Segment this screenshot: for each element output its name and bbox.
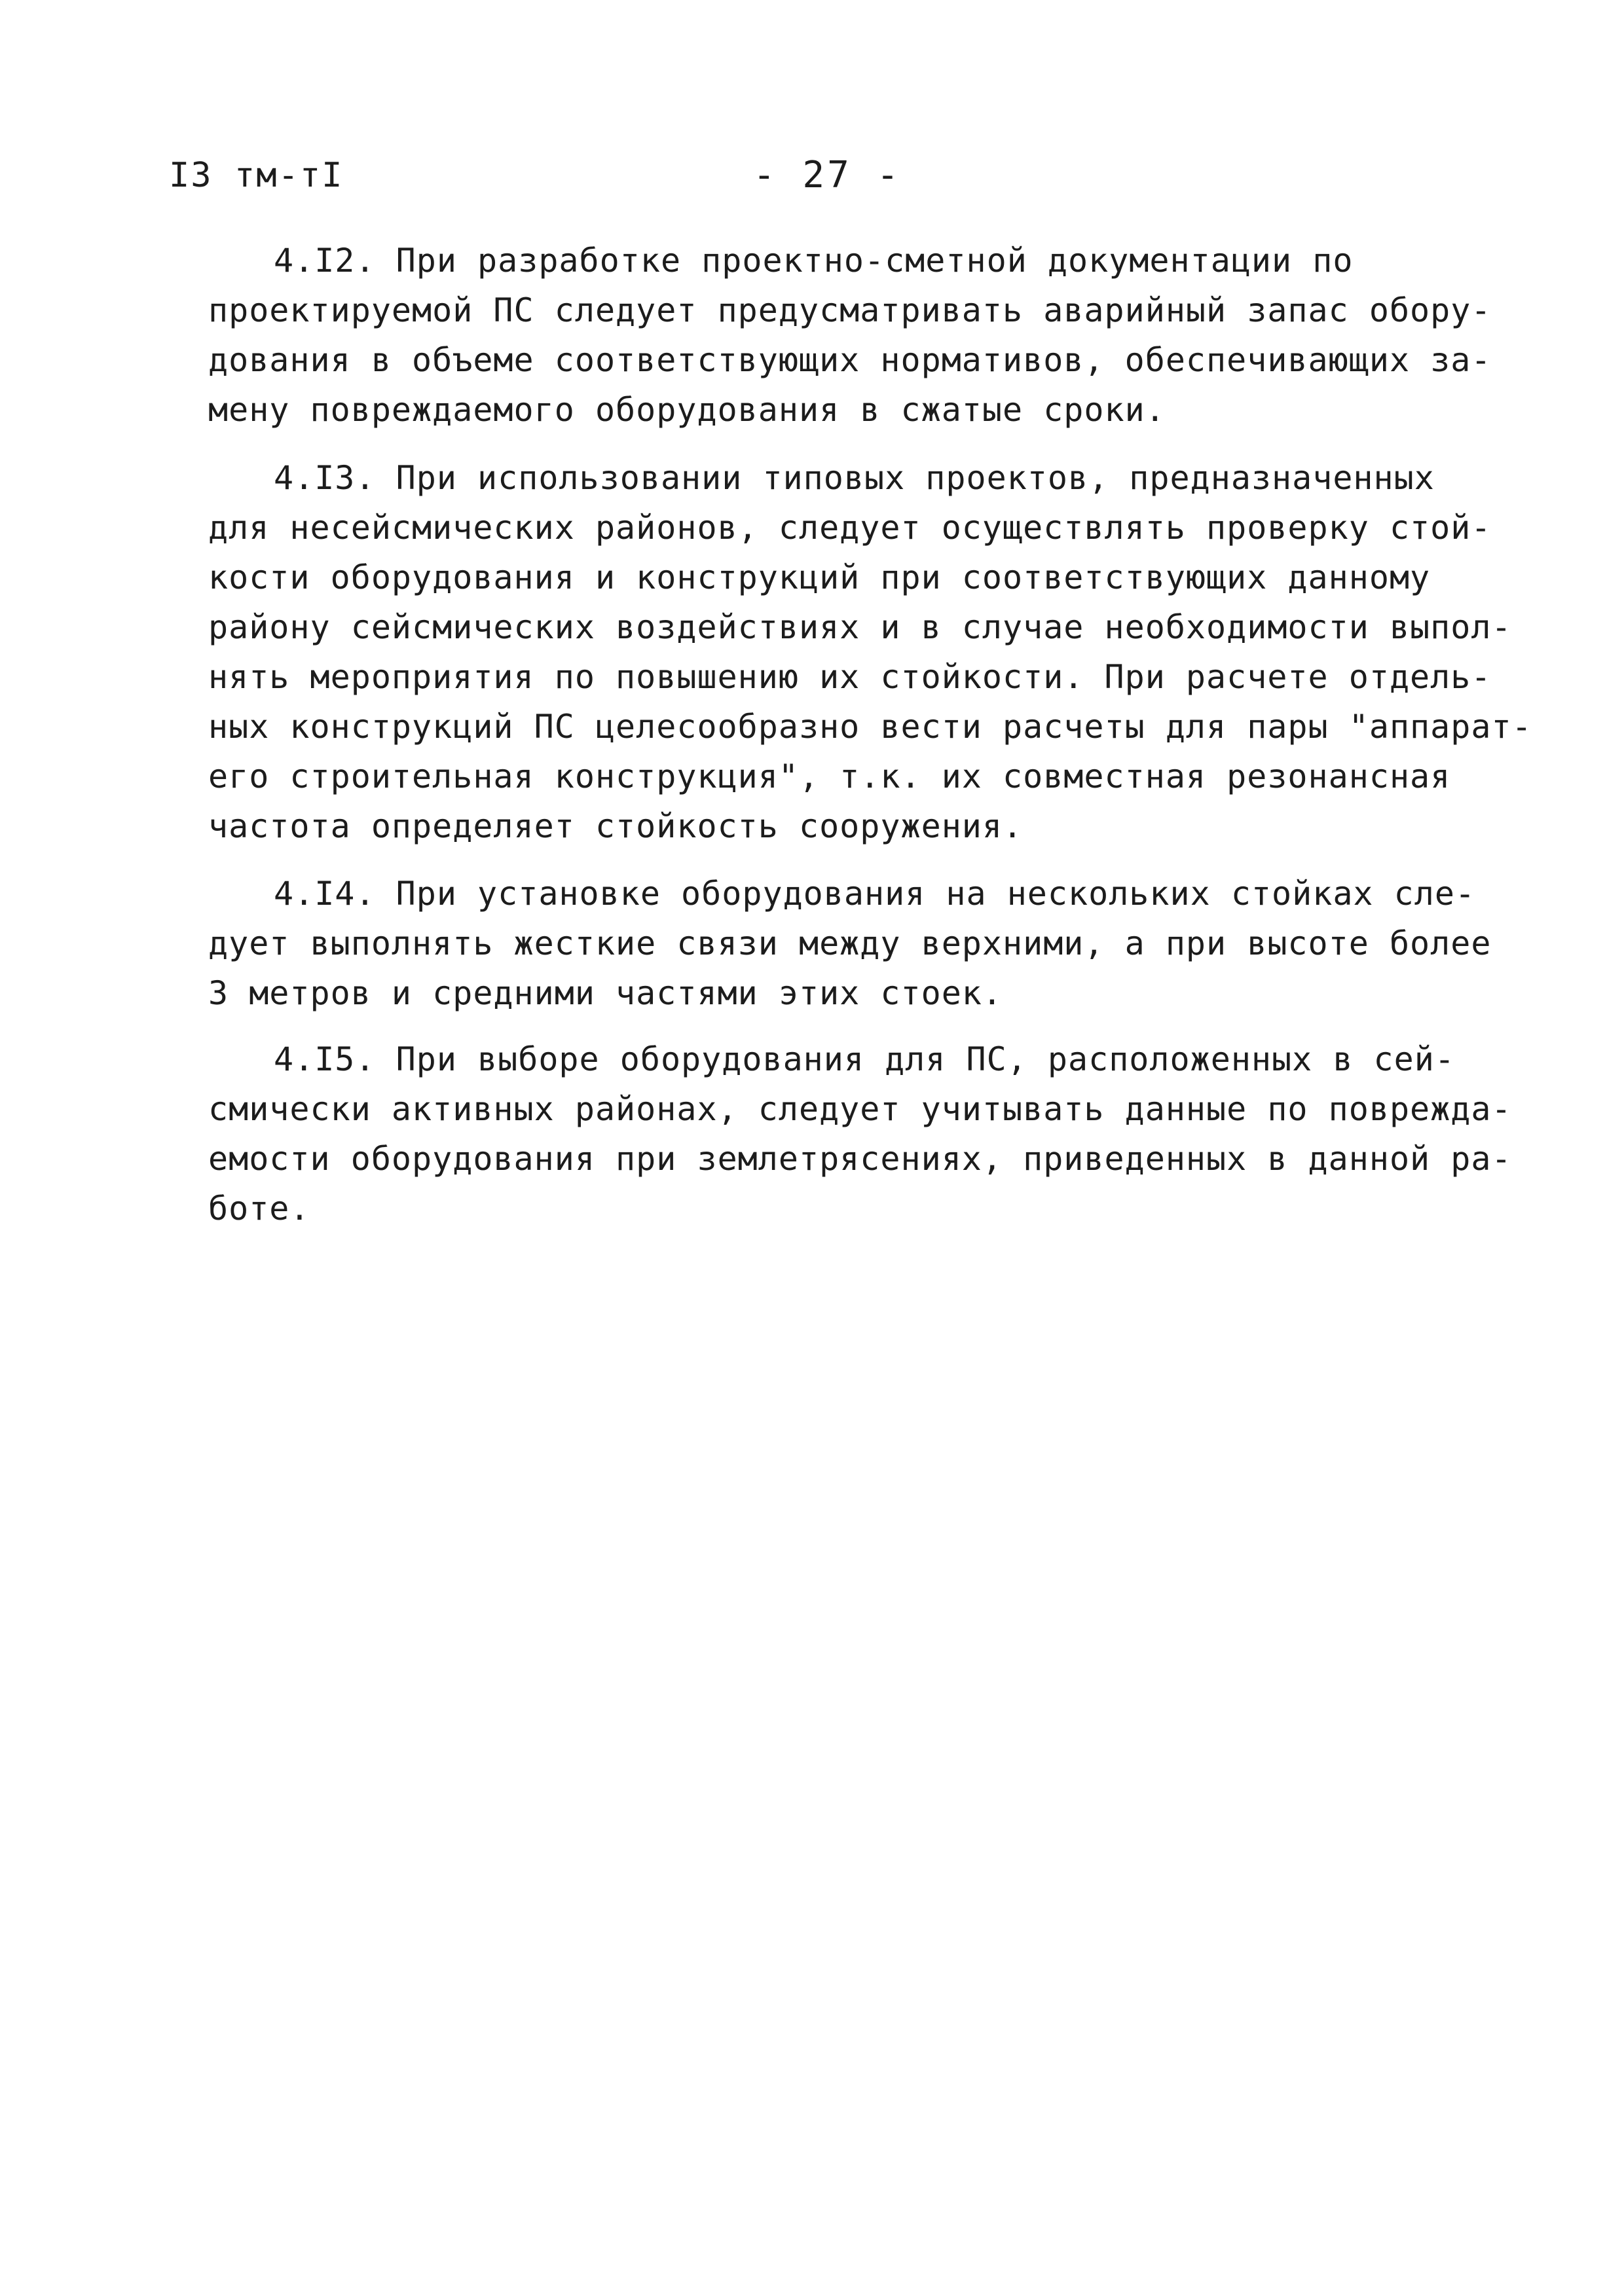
paragraph-line: 3 метров и средними частями этих стоек.	[208, 974, 1003, 1012]
paragraph-line: 4.I4. При установке оборудования на нескольких стойках сле-	[274, 875, 1476, 913]
paragraph-line: нять мероприятия по повышению их стойкости. При расчете отдель-	[208, 658, 1492, 696]
paragraph-line: для несейсмических районов, следует осуществлять проверку стой-	[208, 509, 1492, 547]
paragraph-line: дует выполнять жесткие связи между верхними, а при высоте более	[208, 924, 1492, 962]
paragraph-4-14	[208, 869, 1492, 1018]
page-number: - 27 -	[753, 154, 902, 196]
paragraph-4-15	[208, 1034, 1512, 1233]
paragraph-4-13	[208, 453, 1532, 851]
paragraph-line: смически активных районах, следует учитывать данные по поврежда-	[208, 1090, 1512, 1128]
paragraph-line: мену повреждаемого оборудования в сжатые сроки.	[208, 391, 1166, 429]
paragraph-line: дования в объеме соответствующих нормативов, обеспечивающих за-	[208, 341, 1492, 379]
paragraph-line: району сейсмических воздействиях и в случае необходимости выпол-	[208, 608, 1512, 646]
paragraph-line: емости оборудования при землетрясениях, приведенных в данной ра-	[208, 1140, 1512, 1178]
paragraph-line: проектируемой ПС следует предусматривать аварийный запас обору-	[208, 291, 1492, 329]
paragraph-line: кости оборудования и конструкций при соответствующих данному	[208, 558, 1431, 596]
document-code: I3 тм-тI	[169, 156, 344, 195]
paragraph-4-12	[208, 236, 1492, 435]
paragraph-line: 4.I3. При использовании типовых проектов, предназначенных	[274, 459, 1435, 497]
paragraph-line: его строительная конструкция", т.к. их совместная резонансная	[208, 757, 1451, 795]
paragraph-line: боте.	[208, 1190, 310, 1228]
paragraph-line: ных конструкций ПС целесообразно вести расчеты для пары "аппарат-	[208, 708, 1532, 746]
paragraph-line: 4.I2. При разработке проектно-сметной документации по	[274, 242, 1354, 280]
paragraph-line: частота определяет стойкость сооружения.	[208, 807, 1024, 845]
paragraph-line: 4.I5. При выборе оборудования для ПС, расположенных в сей-	[274, 1040, 1455, 1078]
